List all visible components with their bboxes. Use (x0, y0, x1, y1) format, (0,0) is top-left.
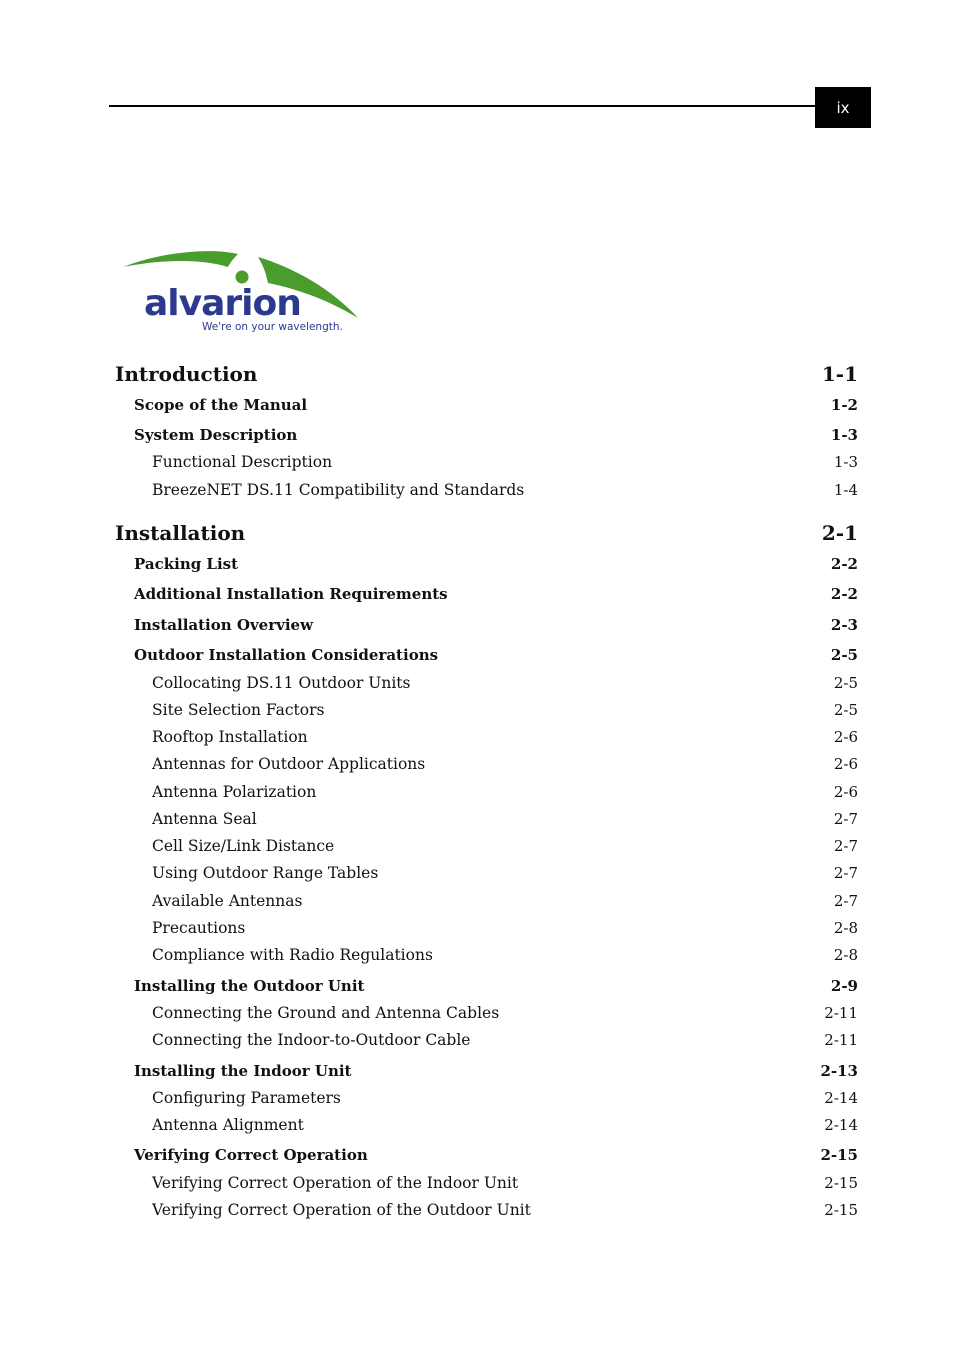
toc-entry-level3[interactable] (152, 1201, 858, 1219)
toc-entry-title: Rooftop Installation (152, 728, 308, 746)
toc-entry-level3[interactable] (152, 755, 858, 773)
toc-entry-title: Antenna Seal (152, 810, 257, 828)
toc-entry-page: 2-9 (830, 977, 858, 995)
toc-entry-title: Outdoor Installation Considerations (134, 646, 439, 664)
toc-entry-title: Introduction (115, 362, 258, 386)
toc-entry-title: Antenna Polarization (152, 783, 317, 801)
toc-entry-title: BreezeNET DS.11 Compatibility and Standards (152, 481, 525, 499)
toc-entry-level3[interactable] (152, 1089, 858, 1107)
toc-entry-title: Cell Size/Link Distance (152, 837, 335, 855)
toc-entry-page: 2-15 (820, 1146, 858, 1164)
toc-entry-level3[interactable] (152, 892, 858, 910)
toc-entry-title: Precautions (152, 919, 246, 937)
toc-entry-title: Verifying Correct Operation of the Outdoor Unit (152, 1201, 531, 1219)
toc-entry-page: 2-11 (824, 1031, 858, 1049)
toc-entry-level2[interactable] (134, 396, 858, 414)
page-number: ix (836, 98, 850, 117)
toc-entry-level3[interactable] (152, 674, 858, 692)
toc-entry-level3[interactable] (152, 783, 858, 801)
toc-entry-page: 2-8 (833, 919, 858, 937)
toc-entry-title: Connecting the Indoor-to-Outdoor Cable (152, 1031, 471, 1049)
toc-entry-level3[interactable] (152, 919, 858, 937)
toc-entry-title: Installing the Indoor Unit (134, 1062, 352, 1080)
toc-entry-level3[interactable] (152, 728, 858, 746)
toc-entry-page: 2-2 (830, 585, 858, 603)
toc-entry-level3[interactable] (152, 864, 858, 882)
toc-entry-title: Installation (115, 521, 246, 545)
toc-entry-page: 2-5 (830, 646, 858, 664)
toc-entry-page: 2-15 (824, 1174, 858, 1192)
toc-entry-page: 2-6 (833, 728, 858, 746)
toc-entry-level2[interactable] (134, 426, 858, 444)
toc-entry-page: 2-6 (833, 755, 858, 773)
toc-entry-page: 2-14 (824, 1089, 858, 1107)
logo-swoosh-left (123, 251, 238, 267)
toc-entry-title: Additional Installation Requirements (134, 585, 448, 603)
toc-entry-title: Site Selection Factors (152, 701, 325, 719)
toc-entry-page: 2-5 (833, 701, 858, 719)
toc-entry-level2[interactable] (134, 555, 858, 573)
toc-entry-title: Compliance with Radio Regulations (152, 946, 433, 964)
toc-entry-page: 2-7 (833, 892, 858, 910)
toc-entry-level3[interactable] (152, 837, 858, 855)
toc-entry-page: 2-14 (824, 1116, 858, 1134)
toc-entry-page: 2-13 (820, 1062, 858, 1080)
toc-entry-level1[interactable] (115, 521, 858, 545)
toc-entry-title: Packing List (134, 555, 239, 573)
toc-entry-level2[interactable] (134, 646, 858, 664)
header-rule (109, 105, 817, 107)
alvarion-logo (118, 245, 368, 340)
logo-graphic (118, 245, 368, 340)
logo-wordmark: alvarion (144, 283, 301, 324)
toc-entry-page: 2-6 (833, 783, 858, 801)
toc-entry-title: Verifying Correct Operation (134, 1146, 368, 1164)
toc-entry-page: 2-3 (830, 616, 858, 634)
toc-entry-page: 2-15 (824, 1201, 858, 1219)
logo-tagline: We're on your wavelength. (202, 321, 343, 333)
toc-entry-title: Installation Overview (134, 616, 313, 634)
toc-entry-title: Connecting the Ground and Antenna Cables (152, 1004, 500, 1022)
toc-entry-page: 1-1 (821, 362, 858, 386)
toc-entry-level1[interactable] (115, 362, 858, 386)
toc-entry-level3[interactable] (152, 1004, 858, 1022)
toc-entry-page: 1-3 (830, 426, 858, 444)
toc-entry-page: 2-7 (833, 837, 858, 855)
toc-entry-page: 2-5 (833, 674, 858, 692)
toc-entry-page: 1-4 (833, 481, 858, 499)
toc-entry-level3[interactable] (152, 1116, 858, 1134)
toc-entry-title: Available Antennas (152, 892, 303, 910)
toc-entry-page: 1-2 (830, 396, 858, 414)
toc-entry-title: Antenna Alignment (152, 1116, 304, 1134)
toc-entry-title: Verifying Correct Operation of the Indoor Unit (152, 1174, 519, 1192)
toc-entry-level3[interactable] (152, 453, 858, 471)
toc-entry-page: 2-11 (824, 1004, 858, 1022)
toc-entry-title: Using Outdoor Range Tables (152, 864, 379, 882)
toc-entry-title: Functional Description (152, 453, 333, 471)
toc-entry-level3[interactable] (152, 1174, 858, 1192)
toc-entry-title: System Description (134, 426, 298, 444)
toc-entry-level2[interactable] (134, 585, 858, 603)
toc-entry-title: Configuring Parameters (152, 1089, 341, 1107)
toc-entry-level2[interactable] (134, 1062, 858, 1080)
toc-entry-level3[interactable] (152, 701, 858, 719)
toc-entry-title: Scope of the Manual (134, 396, 308, 414)
toc-entry-title: Collocating DS.11 Outdoor Units (152, 674, 411, 692)
toc-entry-page: 2-8 (833, 946, 858, 964)
toc-entry-page: 2-7 (833, 864, 858, 882)
toc-entry-level2[interactable] (134, 977, 858, 995)
toc-entry-page: 2-2 (830, 555, 858, 573)
toc-entry-page: 1-3 (833, 453, 858, 471)
logo-dot (236, 271, 249, 284)
toc-entry-title: Installing the Outdoor Unit (134, 977, 365, 995)
toc-entry-level3[interactable] (152, 810, 858, 828)
page-number-tab (815, 87, 871, 128)
toc-entry-title: Antennas for Outdoor Applications (152, 755, 426, 773)
toc-entry-level2[interactable] (134, 616, 858, 634)
toc-entry-page: 2-7 (833, 810, 858, 828)
toc-entry-level3[interactable] (152, 1031, 858, 1049)
toc-entry-level3[interactable] (152, 481, 858, 499)
toc-entry-level3[interactable] (152, 946, 858, 964)
toc-entry-level2[interactable] (134, 1146, 858, 1164)
toc-entry-page: 2-1 (821, 521, 858, 545)
